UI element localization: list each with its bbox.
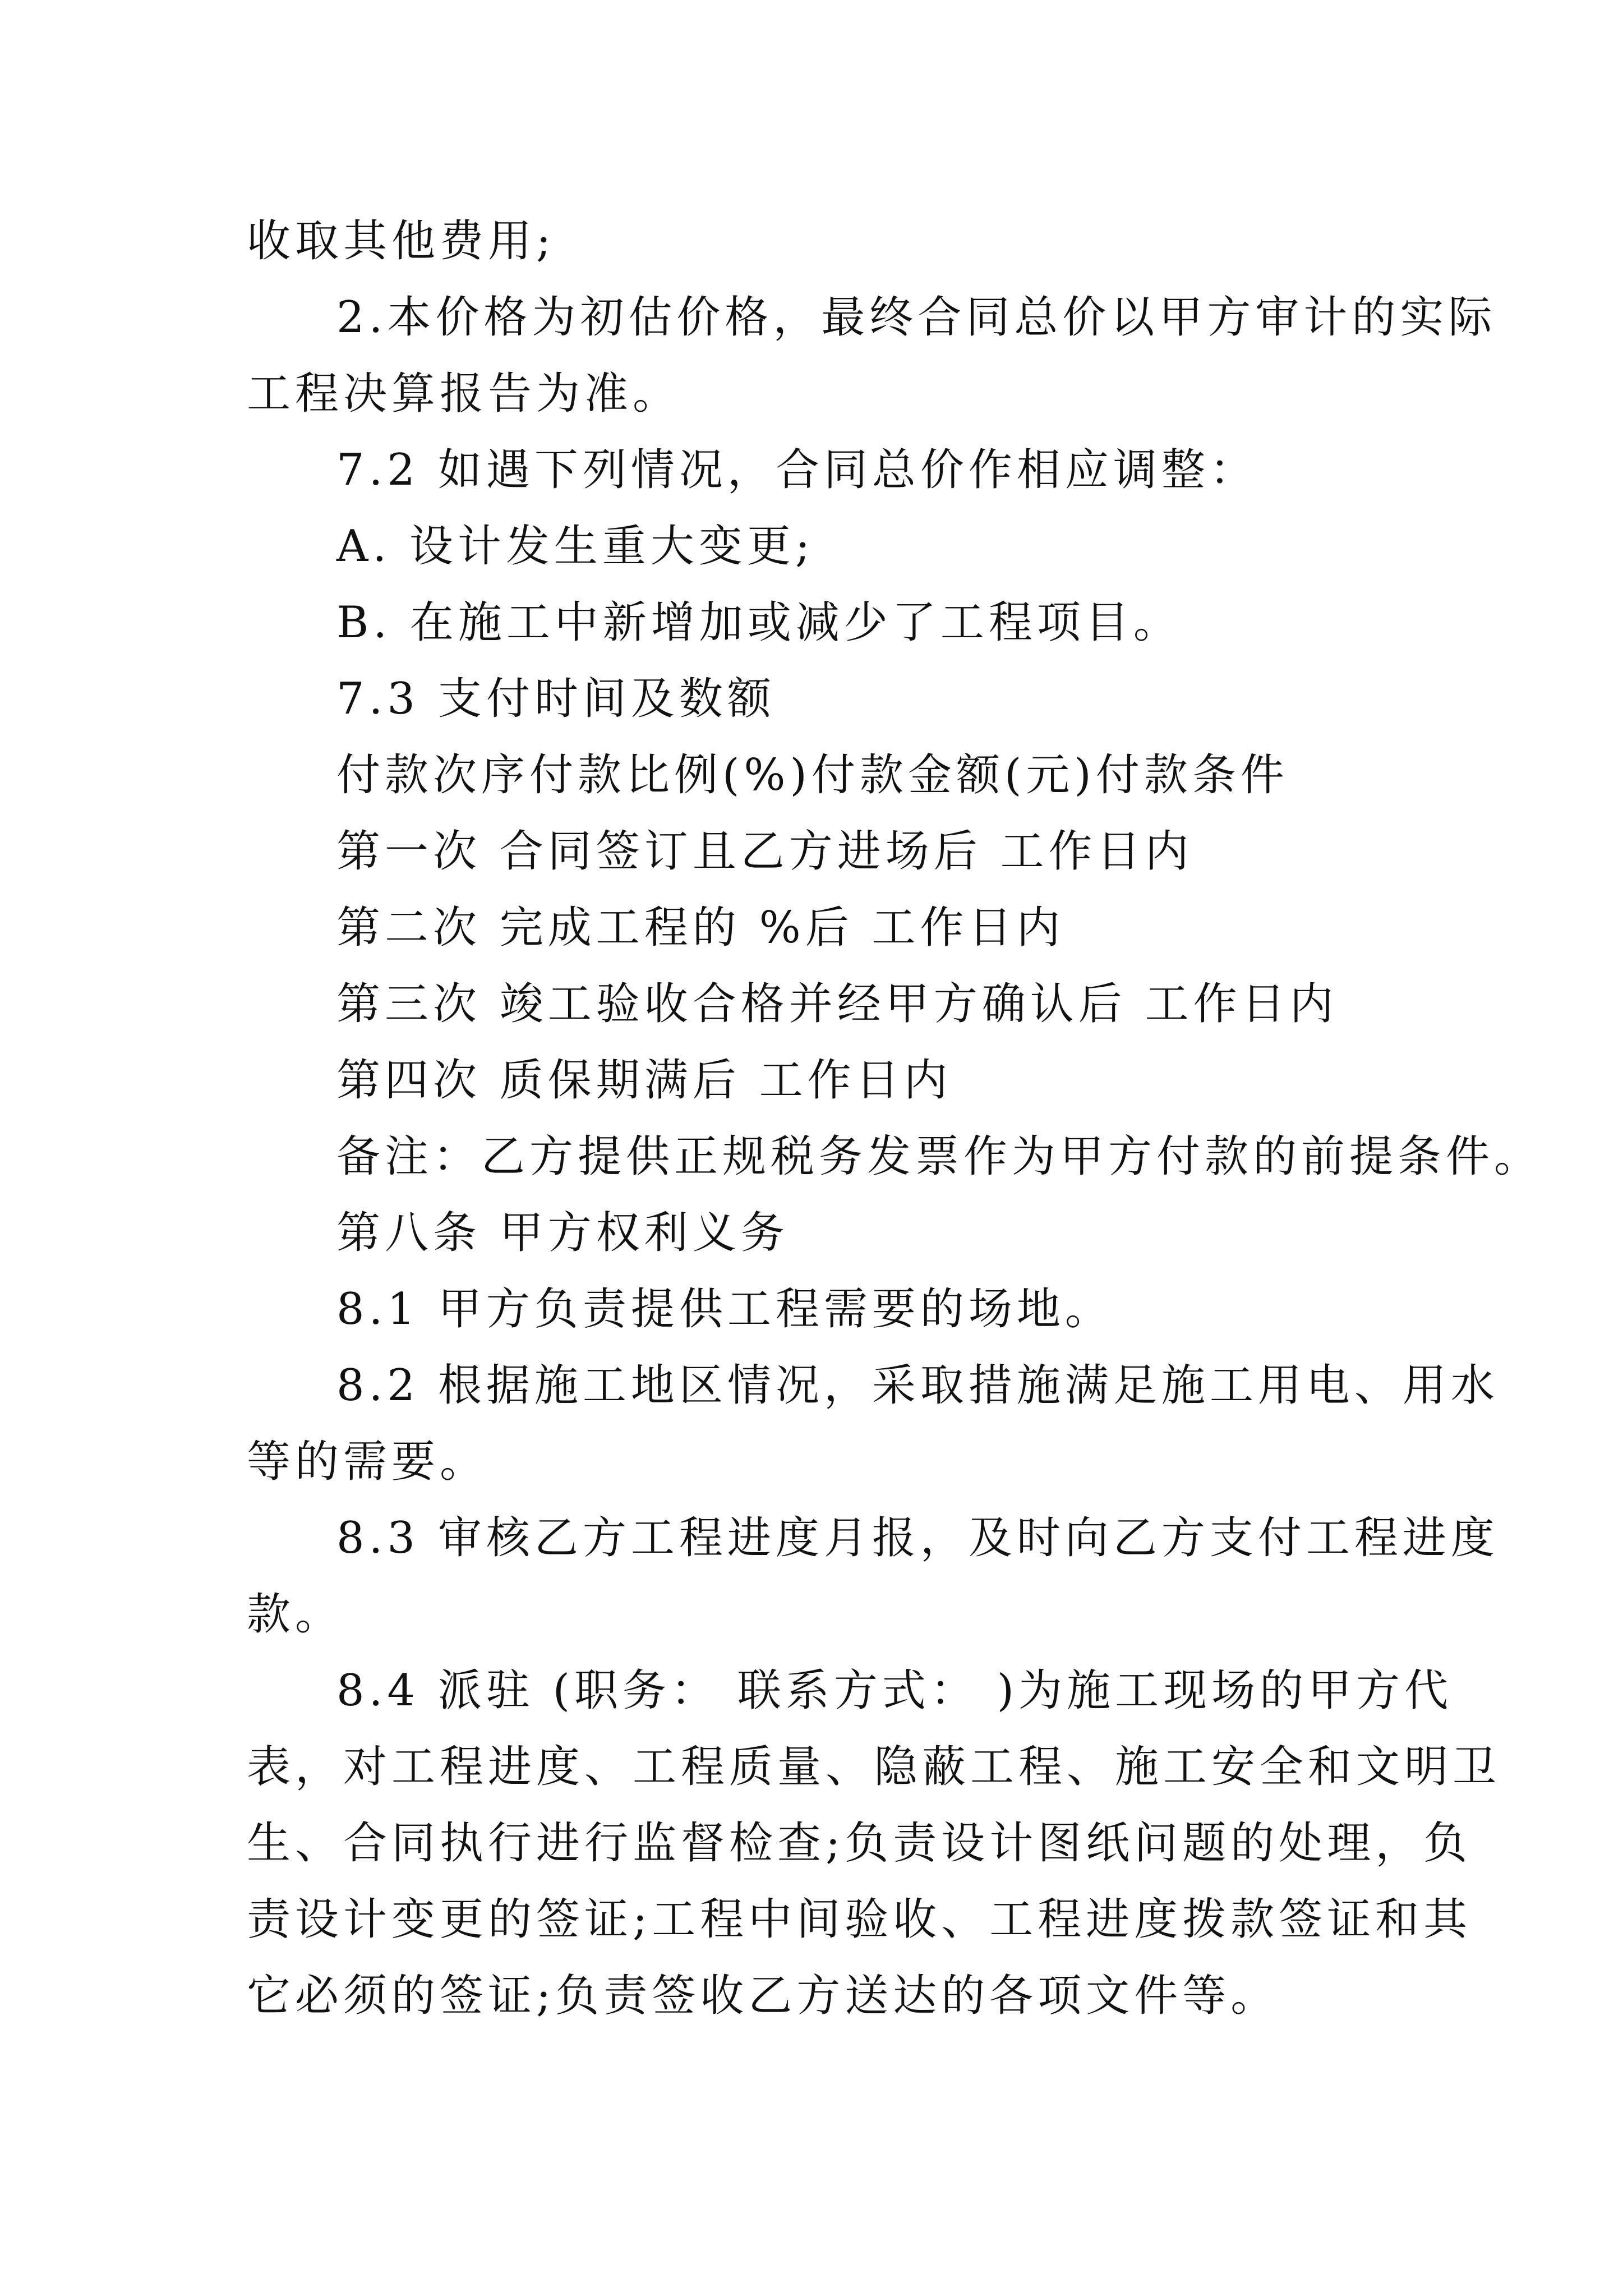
text-line: 7.2 如遇下列情况，合同总价作相应调整：: [336, 445, 1258, 495]
text-line: 付款次序付款比例(%)付款金额(元)付款条件: [336, 750, 1289, 800]
text-line: 8.1 甲方负责提供工程需要的场地。: [336, 1284, 1113, 1335]
text-line: 8.3 审核乙方工程进度月报，及时向乙方支付工程进度: [336, 1513, 1499, 1563]
text-line: 工程决算报告为准。: [247, 369, 681, 419]
text-line: 备注：乙方提供正规税务发票作为甲方付款的前提条件。: [336, 1131, 1543, 1182]
text-line: 它必须的签证;负责签收乙方送达的各项文件等。: [247, 1971, 1279, 2021]
text-line: 第二次 完成工程的 %后 工作日内: [336, 903, 1065, 953]
text-line: 8.4 派驻 (职务： 联系方式： )为施工现场的甲方代: [336, 1665, 1453, 1716]
text-line: 第四次 质保期满后 工作日内: [336, 1055, 952, 1106]
text-line: 第三次 竣工验收合格并经甲方确认后 工作日内: [336, 979, 1338, 1029]
text-line: 2.本价格为初估价格，最终合同总价以甲方审计的实际: [336, 292, 1497, 343]
text-line: 第八条 甲方权利义务: [336, 1208, 789, 1258]
text-line: 款。: [247, 1589, 344, 1640]
text-line: B. 在施工中新增加或减少了工程项目。: [336, 597, 1182, 648]
text-line: 收取其他费用;: [247, 216, 556, 266]
text-line: 生、合同执行进行监督检查;负责设计图纸问题的处理，负: [247, 1818, 1472, 1869]
text-line: 责设计变更的签证;工程中间验收、工程进度拨款签证和其: [247, 1894, 1472, 1945]
text-line: 等的需要。: [247, 1437, 488, 1487]
text-line: A. 设计发生重大变更;: [336, 521, 815, 572]
text-line: 表，对工程进度、工程质量、隐蔽工程、施工安全和文明卫: [247, 1742, 1501, 1792]
text-line: 7.3 支付时间及数额: [336, 674, 776, 724]
text-line: 第一次 合同签订且乙方进场后 工作日内: [336, 826, 1193, 877]
text-line: 8.2 根据施工地区情况，采取措施满足施工用电、用水: [336, 1360, 1499, 1411]
